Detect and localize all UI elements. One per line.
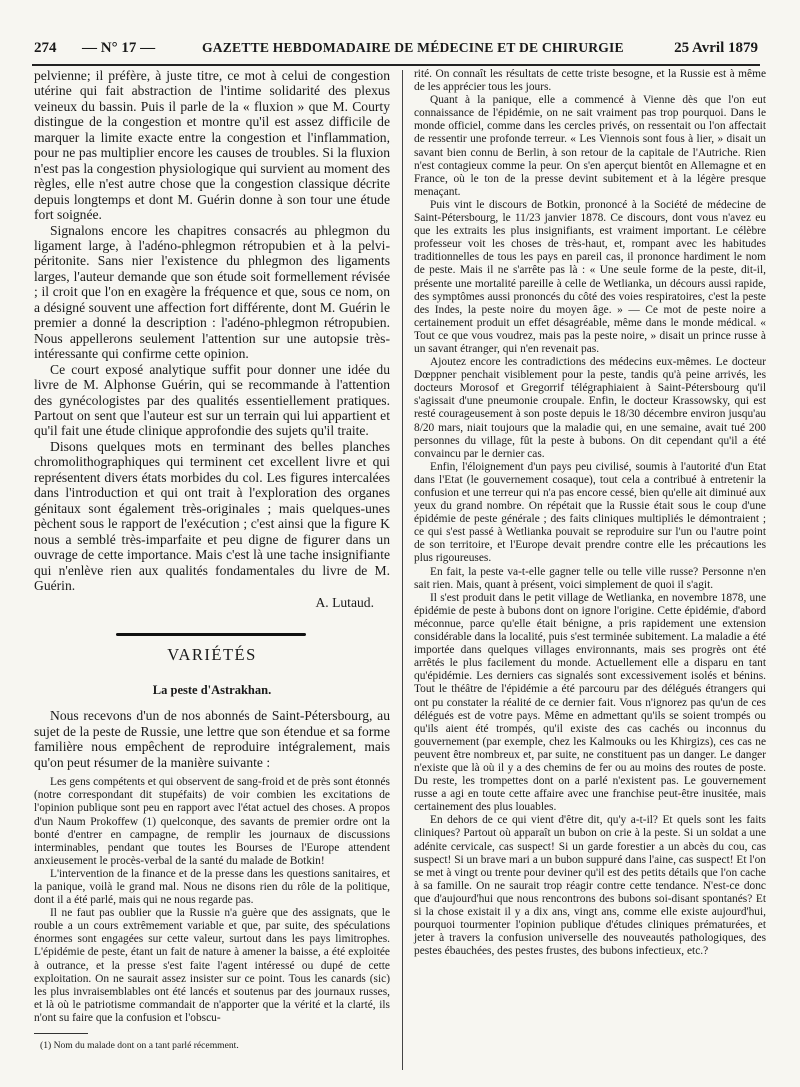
paragraph: Puis vint le discours de Botkin, prononcé à la Société de médecine de Saint-Pétersbourg, le 11/23 janvier 1878. Ce discours, dont vous n'avez eu que les extraits les plus insignifiants, est vraiment important. Le célèbre professeur voit les choses de très-haut, et, rompant avec les habitudes traditionnelles de tous les pays en pareil cas, il prononce hardiment le nom de peste. Mais il ne s'arrête pas là : « Une seule forme de la peste, dit-il, présente une mortalité pareille à celle de Wetlianka, un décours aussi rapide, des symptômes aussi prononcés du côté des voies respiratoires, c'est la peste des Indes, la peste noire du moyen âge. » — Ce mot de peste noire a certainement produit un effet désagréable, même dans le monde médical. « Tout ce que vous voudrez, mais pas la peste noire, » disait un prince russe à un savant étranger, qui n'en revenait pas.	[414, 198, 766, 355]
paragraph: L'intervention de la finance et de la presse dans les questions sanitaires, et la panique, voilà le grand mal. Nous ne disons rien du rôle de la politique, dont il a été parlé, mais qui ne nous regarde pas.	[34, 867, 390, 907]
paragraph: Il s'est produit dans le petit village de Wetlianka, en novembre 1878, une épidémie de peste à bubons dont on ignore l'origine. Cette épidémie, d'abord méconnue, parce qu'elle était bénigne, a pris rapidement une extension considérable dans la localité, puis s'est terminée subitement. La maladie a été importée dans quelques villages environnants, mais ses progrès ont été arrêtés le plus facilement du monde. Actuellement elle a disparu en tant qu'épidémie. Les derniers cas signalés sont excessivement isolés et bénins. Tout le théâtre de l'épidémie a été parcouru par des délégués étrangers qui ont pu constater la réalité de ce dernier fait. Vous n'ignorez pas qu'un de ces délégués est de votre pays. Même en admettant qu'ils se soient trompés ou qu'ils aient été trompés, qu'il existe des cas cachés ou inconnus du gouvernement (par exemple, chez les Kalmouks ou les Khirgizs), ces cas ne peuvent être nombreux et, par suite, ne constituent pas un danger. Le danger n'existe que là où il y a des chemins de fer ou au moins des routes de poste. Du reste, les trompettes dont on a parlé n'existent pas. Le gouvernement russe a agi en toute cette affaire avec une franchise peut-être inusitée, mais certainement des plus louables.	[414, 591, 766, 814]
article-subheading: La peste d'Astrakhan.	[152, 683, 272, 698]
paragraph: Ajoutez encore les contradictions des médecins eux-mêmes. Le docteur Dœppner penchait visiblement pour la peste, tandis qu'à peine arrivés, les docteurs Morosof et Gregorrif télégraphiaient à Saint-Pétersbourg qu'il s'agissait d'une pneumonie croupale. Enfin, le docteur Krassowsky, qui est resté courageusement à son poste depuis le 18/30 décembre environ jusqu'au 8/20 mars, niait toujours que la maladie qui, en une semaine, avait tué 200 personnes du village, fût la peste à bubons. On dit cependant qu'il a été convaincu par le dernier cas.	[414, 356, 766, 460]
author-signature: A. Lutaud.	[315, 595, 374, 611]
journal-title: GAZETTE HEBDOMADAIRE DE MÉDECINE ET DE CHIRURGIE	[202, 40, 624, 55]
running-header	[32, 36, 760, 66]
paragraph: Quant à la panique, elle a commencé à Vienne dès que l'on eut connaissance de l'épidémie, on ne sait vraiment pas trop pourquoi. Dans le monde officiel, comme dans les cercles privés, on ressentait ou l'on affectait de ressentir une profonde terreur. « Les Viennois sont fous à lier, » disait un savant bien connu de Berlin, à son retour de la capitale de l'Autriche. Rien n'est contagieux comme la peur. On s'en aperçut bientôt en Allemagne et en France, où le ton de la presse devint subitement et à la légère presque menaçant.	[414, 94, 766, 198]
right-column	[414, 68, 766, 958]
paragraph: En fait, la peste va-t-elle gagner telle ou telle ville russe? Personne n'en sait rien. Mais, quant à présent, voici simplement de quoi il s'agit.	[414, 565, 766, 591]
paragraph: Les gens compétents et qui observent de sang-froid et de près sont étonnés (notre correspondant dit stupéfaits) de voir combien les excitations de l'opinion publique sont peu en rapport avec l'état actuel des choses. A propos d'un Naum Prokoffew (1) quelconque, des savants de premier ordre ont la bonté d'entrer en campagne, de remplir les journaux de discussions interminables, pendant que toutes les Bourses de l'Europe attendent anxieusement le procès-verbal de la santé du malade de Botkin!	[34, 776, 390, 867]
paragraph: Ce court exposé analytique suffit pour donner une idée du livre de M. Alphonse Guérin, qui se recommande à l'attention des gynécologistes par des qualités essentiellement pratiques. Partout on sent que l'auteur est sur un terrain qui lui appartient et qu'il fait une étude clinique approfondie des sujets qu'il traite.	[34, 361, 390, 439]
paragraph: rité. On connaît les résultats de cette triste besogne, et la Russie est à même de les apprécier tous les jours.	[414, 68, 766, 94]
section-separator	[34, 611, 390, 645]
column-divider	[402, 70, 403, 1070]
footnote: (1) Nom du malade dont on a tant parlé récemment.	[40, 1040, 239, 1051]
paragraph: Signalons encore les chapitres consacrés au phlegmon du ligament large, à l'adéno-phlegmon rétropubien et à la pelvi-péritonite. Sans nier l'existence du phlegmon des ligaments larges, l'auteur demande que son étude soit formellement révisée ; il croit que l'on en exagère la fréquence et que, sous ce nom, on a désigné souvent une affection fort différente, dont M. Guérin le premier a donné la description : l'adéno-phlegmon rétropubien. Nous appellerons seulement l'attention sur une autopsie très-intéressante qui confirme cette opinion.	[34, 222, 390, 362]
section-title: VARIÉTÉS	[167, 645, 257, 665]
letter-excerpt	[34, 776, 390, 1025]
paragraph: En dehors de ce qui vient d'être dit, qu'y a-t-il? Et quels sont les faits cliniques? Partout où apparaît un bubon on crie à la peste. Si un soldat a une adénite cervicale, cas suspect! Si un garde forestier a un abcès du cou, cas suspect! Si un brave mari a un bubon suppuré dans l'aine, cas suspect! Et l'on se met à vingt ou trente pour deviner qu'il est des petits détails que l'on cache à sa famille. On ne saurait trop réagir contre cette tendance. N'est-ce donc que d'aujourd'hui que nous rencontrons des bubons soi-disant spontanés? Et si la chose existait il y a dix ans, vingt ans, comme elle existe aujourd'hui, pourquoi tourmenter l'opinion publique d'études cliniques prématurées, et jeter à travers la confusion universelle des nouveautés pathologiques, des pestes ébauchées, des pestes frustes, des bubons infectieux, etc.?	[414, 814, 766, 958]
header-rule	[32, 64, 760, 66]
issue-number: — N° 17 —	[82, 40, 156, 56]
left-column	[34, 68, 390, 1052]
paragraph: Nous recevons d'un de nos abonnés de Saint-Pétersbourg, au sujet de la peste de Russie, une lettre que son étendue et sa forme familière nous empêchent de reproduire intégralement, mais qu'on peut résumer de la manière suivante :	[34, 708, 390, 770]
page-number: 274	[34, 40, 57, 56]
issue-date: 25 Avril 1879	[674, 40, 758, 56]
paragraph: pelvienne; il préfère, à juste titre, ce mot à celui de congestion utérine qui fait abstraction de l'intime solidarité des plexus veineux du bassin. Puis il parle de la « fluxion » que M. Courty distingue de la congestion et montre qu'il est assez difficile de marquer la limite exacte entre la congestion et l'inflammation, pour ne pas multiplier encore les causes de troubles. Si la fluxion n'est pas la congestion physiologique qui survient au moment des règles, elle n'est autre chose que la congestion classique décrite depuis longtemps et dont M. Guérin donne à son tour une étude fort soignée.	[34, 68, 390, 223]
paragraph: Disons quelques mots en terminant des belles planches chromolithographiques qui terminent cet excellent livre et qui représentent divers états morbides du col. Les figures intercalées dans l'introduction et qui ont trait à l'exploration des organes génitaux sont également très-originales ; mais quelques-unes pèchent sous le rapport de l'exécution ; c'est ainsi que la figure K nous a semblé très-imparfaite et peu digne de figurer dans un ouvrage de cette importance. Mais c'est là une tache insignifiante qui n'enlève rien aux qualités fondamentales du livre de M. Guérin.	[34, 438, 390, 593]
footnote-rule	[34, 1033, 88, 1034]
paragraph: Il ne faut pas oublier que la Russie n'a guère que des assignats, que le rouble a un cours extrêmement variable et que, par suite, des spéculations énormes sont engagées sur cette valeur, surtout dans les pays limitrophes. L'épidémie de peste, étant un fait de nature à amener la baisse, a été exploitée à outrance, et la presse s'est faite l'agent intéressé ou dupé de cette exploitation. On ne saurait assez insister sur ce point. Tous les canards (sic) les plus invraisemblables ont été lancés et soutenus par des journaux russes, et là où le patriotisme commandait de n'apporter que la vérité et la clarté, ils n'ont su faire que la confusion et l'obscu-	[34, 907, 390, 1024]
paragraph: Enfin, l'éloignement d'un pays peu civilisé, soumis à l'autorité d'un Etat dans l'Etat (le gouvernement cosaque), tout cela a contribué à entretenir la confusion et une terreur qui n'a pas encore cessé, bien qu'elle ait diminué aux yeux du grand nombre. On répétait que la Russie était sous le coup d'une épidémie de peste générale ; des faits cliniques multipliés le démontraient ; ce qui s'est passé à Wetlianka pouvait se reproduire sur l'un ou l'autre point de son territoire, et l'Europe devait prendre contre elle les précautions les plus rigoureuses.	[414, 460, 766, 565]
